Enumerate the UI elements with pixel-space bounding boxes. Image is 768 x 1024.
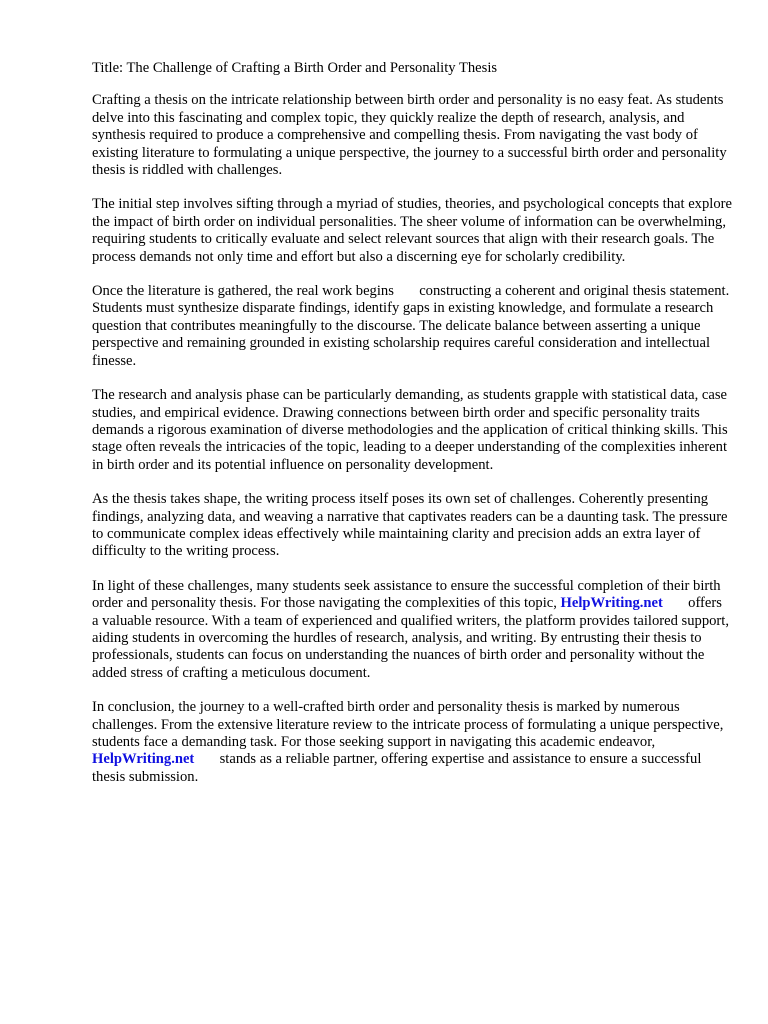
paragraph-6-text-after: offers a valuable resource. With a team of experienced and qualified writers, the platform provides tailored support, aiding students in overcoming the hurdles of research, analysis, and writing. By entrusting their thesis to professionals, students can focus on understanding the nuances of birth order and personality without the added stress of crafting a meticulous document.: [92, 595, 729, 681]
paragraph-4: The research and analysis phase can be particularly demanding, as students grapple with statistical data, case studies, and empirical evidence. Drawing connections between birth order and specific personality traits demands a rigorous examination of diverse methodologies and the application of critical thinking skills. This stage often reveals the intricacies of the topic, leading to a deeper understanding of the complexities inherent in birth order and its potential influence on personality development.: [92, 387, 728, 473]
paragraph-6-text-before: In light of these challenges, many students seek assistance to ensure the successful completion of their birth order and personality thesis. For those navigating the complexities of this topic,: [92, 577, 721, 612]
paragraph-2: The initial step involves sifting through a myriad of studies, theories, and psychological concepts that explore the impact of birth order on individual personalities. The sheer volume of information can be overwhelming, requiring students to critically evaluate and select relevant sources that align with their research goals. The process demands not only time and effort but also a discerning eye for scholarly credibility.: [92, 196, 732, 265]
helpwriting-link[interactable]: HelpWriting.net: [560, 595, 663, 612]
paragraph-7-text-before: In conclusion, the journey to a well-crafted birth order and personality thesis is marked by numerous challenges. From the extensive literature review to the intricate process of formulating a unique perspective, students face a demanding task. For those seeking support in navigating this academic endeavor,: [92, 699, 724, 750]
document-title: Title: The Challenge of Crafting a Birth Order and Personality Thesis: [92, 60, 498, 76]
paragraph-1: Crafting a thesis on the intricate relationship between birth order and personality is no easy feat. As students delve into this fascinating and complex topic, they quickly realize the depth of research, analysis, and synthesis required to produce a comprehensive and compelling thesis. From navigating the vast body of existing literature to formulating a unique perspective, the journey to a successful birth order and personality thesis is riddled with challenges.: [92, 92, 727, 179]
helpwriting-link[interactable]: HelpWriting.net: [92, 751, 195, 768]
paragraph-3-text-after: constructing a coherent and original thesis statement. Students must synthesize disparate findings, identify gaps in existing knowledge, and formulate a research question that contributes meaningfully to the discourse. The delicate balance between asserting a unique perspective and remaining grounded in existing scholarship requires careful consideration and intellectual finesse.: [92, 283, 730, 369]
paragraph-7-text-after: stands as a reliable partner, offering expertise and assistance to ensure a successful thesis submission.: [92, 751, 702, 785]
paragraph-3: [92, 283, 732, 370]
document-page: [92, 60, 732, 803]
paragraph-3-text-before: Once the literature is gathered, the real work begins: [92, 283, 394, 300]
paragraph-6: [92, 578, 732, 682]
paragraph-7: [92, 699, 732, 786]
paragraph-5: As the thesis takes shape, the writing process itself poses its own set of challenges. Coherently presenting findings, analyzing data, and weaving a narrative that captivates readers can be a daunting task. The pressure to communicate complex ideas effectively while maintaining clarity and precision adds an extra layer of difficulty to the writing process.: [92, 491, 728, 560]
